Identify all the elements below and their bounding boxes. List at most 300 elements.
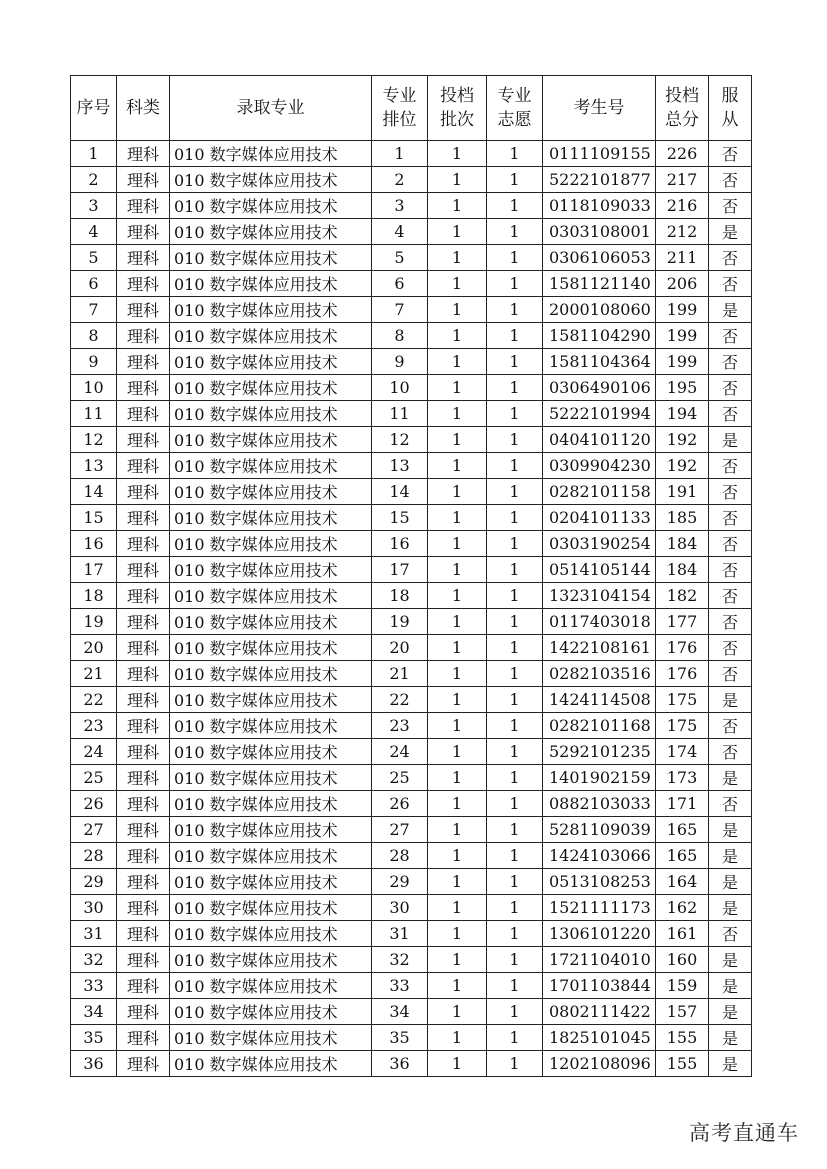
cell-major: 010 数字媒体应用技术	[170, 791, 372, 817]
cell-major: 010 数字媒体应用技术	[170, 1051, 372, 1077]
cell-category: 理科	[117, 895, 170, 921]
cell-major: 010 数字媒体应用技术	[170, 661, 372, 687]
cell-obey: 是	[709, 895, 752, 921]
cell-obey: 否	[709, 921, 752, 947]
cell-obey: 否	[709, 167, 752, 193]
cell-choice: 1	[487, 999, 543, 1025]
cell-score: 173	[656, 765, 709, 791]
cell-major: 010 数字媒体应用技术	[170, 999, 372, 1025]
cell-choice: 1	[487, 479, 543, 505]
cell-batch: 1	[428, 947, 487, 973]
cell-rank: 2	[372, 167, 428, 193]
col-header-seq: 序号	[71, 76, 117, 141]
cell-candidate-id: 0513108253	[543, 869, 656, 895]
cell-batch: 1	[428, 1051, 487, 1077]
cell-rank: 36	[372, 1051, 428, 1077]
cell-seq: 29	[71, 869, 117, 895]
cell-batch: 1	[428, 375, 487, 401]
cell-batch: 1	[428, 817, 487, 843]
cell-rank: 30	[372, 895, 428, 921]
cell-obey: 否	[709, 609, 752, 635]
cell-obey: 是	[709, 843, 752, 869]
table-row	[71, 869, 752, 895]
cell-score: 194	[656, 401, 709, 427]
cell-batch: 1	[428, 895, 487, 921]
cell-category: 理科	[117, 765, 170, 791]
cell-major: 010 数字媒体应用技术	[170, 609, 372, 635]
cell-category: 理科	[117, 505, 170, 531]
col-header-major: 录取专业	[170, 76, 372, 141]
cell-batch: 1	[428, 141, 487, 167]
table-row	[71, 999, 752, 1025]
cell-category: 理科	[117, 921, 170, 947]
cell-choice: 1	[487, 349, 543, 375]
cell-batch: 1	[428, 323, 487, 349]
cell-seq: 8	[71, 323, 117, 349]
cell-choice: 1	[487, 635, 543, 661]
cell-obey: 是	[709, 1051, 752, 1077]
cell-candidate-id: 0514105144	[543, 557, 656, 583]
cell-choice: 1	[487, 453, 543, 479]
table-row	[71, 765, 752, 791]
cell-candidate-id: 0118109033	[543, 193, 656, 219]
cell-candidate-id: 0306490106	[543, 375, 656, 401]
cell-rank: 9	[372, 349, 428, 375]
cell-batch: 1	[428, 973, 487, 999]
cell-major: 010 数字媒体应用技术	[170, 427, 372, 453]
cell-seq: 18	[71, 583, 117, 609]
cell-seq: 13	[71, 453, 117, 479]
table-body	[71, 141, 752, 1077]
table-row	[71, 635, 752, 661]
cell-score: 155	[656, 1025, 709, 1051]
cell-seq: 1	[71, 141, 117, 167]
cell-category: 理科	[117, 479, 170, 505]
cell-major: 010 数字媒体应用技术	[170, 167, 372, 193]
cell-rank: 25	[372, 765, 428, 791]
cell-candidate-id: 0111109155	[543, 141, 656, 167]
cell-obey: 是	[709, 1025, 752, 1051]
cell-category: 理科	[117, 297, 170, 323]
cell-major: 010 数字媒体应用技术	[170, 297, 372, 323]
cell-rank: 23	[372, 713, 428, 739]
cell-obey: 否	[709, 193, 752, 219]
table-row	[71, 531, 752, 557]
table-row	[71, 141, 752, 167]
cell-choice: 1	[487, 583, 543, 609]
cell-score: 206	[656, 271, 709, 297]
table-row	[71, 479, 752, 505]
cell-seq: 35	[71, 1025, 117, 1051]
cell-major: 010 数字媒体应用技术	[170, 765, 372, 791]
cell-seq: 23	[71, 713, 117, 739]
table-row	[71, 661, 752, 687]
cell-seq: 2	[71, 167, 117, 193]
table-row	[71, 973, 752, 999]
cell-major: 010 数字媒体应用技术	[170, 141, 372, 167]
cell-score: 176	[656, 635, 709, 661]
cell-score: 155	[656, 1051, 709, 1077]
cell-rank: 21	[372, 661, 428, 687]
cell-batch: 1	[428, 765, 487, 791]
cell-obey: 否	[709, 713, 752, 739]
cell-choice: 1	[487, 687, 543, 713]
table-row	[71, 245, 752, 271]
cell-major: 010 数字媒体应用技术	[170, 375, 372, 401]
cell-major: 010 数字媒体应用技术	[170, 401, 372, 427]
cell-candidate-id: 0404101120	[543, 427, 656, 453]
cell-major: 010 数字媒体应用技术	[170, 895, 372, 921]
cell-choice: 1	[487, 401, 543, 427]
cell-candidate-id: 0282103516	[543, 661, 656, 687]
cell-candidate-id: 0282101168	[543, 713, 656, 739]
cell-batch: 1	[428, 713, 487, 739]
cell-batch: 1	[428, 297, 487, 323]
cell-score: 160	[656, 947, 709, 973]
cell-major: 010 数字媒体应用技术	[170, 869, 372, 895]
cell-rank: 29	[372, 869, 428, 895]
table-row	[71, 323, 752, 349]
cell-rank: 15	[372, 505, 428, 531]
cell-rank: 13	[372, 453, 428, 479]
table-row	[71, 193, 752, 219]
table-row	[71, 349, 752, 375]
cell-obey: 否	[709, 791, 752, 817]
cell-choice: 1	[487, 531, 543, 557]
cell-choice: 1	[487, 609, 543, 635]
cell-category: 理科	[117, 609, 170, 635]
cell-major: 010 数字媒体应用技术	[170, 453, 372, 479]
cell-batch: 1	[428, 635, 487, 661]
cell-major: 010 数字媒体应用技术	[170, 817, 372, 843]
cell-batch: 1	[428, 349, 487, 375]
cell-score: 182	[656, 583, 709, 609]
cell-score: 192	[656, 453, 709, 479]
cell-obey: 否	[709, 479, 752, 505]
cell-candidate-id: 0303190254	[543, 531, 656, 557]
cell-score: 212	[656, 219, 709, 245]
cell-score: 165	[656, 817, 709, 843]
cell-seq: 24	[71, 739, 117, 765]
cell-obey: 否	[709, 453, 752, 479]
cell-rank: 7	[372, 297, 428, 323]
cell-category: 理科	[117, 531, 170, 557]
cell-category: 理科	[117, 791, 170, 817]
cell-candidate-id: 1424114508	[543, 687, 656, 713]
cell-candidate-id: 0306106053	[543, 245, 656, 271]
cell-seq: 12	[71, 427, 117, 453]
cell-rank: 11	[372, 401, 428, 427]
cell-batch: 1	[428, 219, 487, 245]
cell-seq: 14	[71, 479, 117, 505]
cell-seq: 30	[71, 895, 117, 921]
cell-rank: 35	[372, 1025, 428, 1051]
cell-score: 199	[656, 323, 709, 349]
cell-rank: 4	[372, 219, 428, 245]
cell-candidate-id: 2000108060	[543, 297, 656, 323]
cell-seq: 7	[71, 297, 117, 323]
cell-obey: 否	[709, 401, 752, 427]
cell-choice: 1	[487, 1051, 543, 1077]
cell-seq: 21	[71, 661, 117, 687]
cell-obey: 是	[709, 999, 752, 1025]
cell-seq: 34	[71, 999, 117, 1025]
cell-candidate-id: 1424103066	[543, 843, 656, 869]
cell-choice: 1	[487, 921, 543, 947]
cell-candidate-id: 0882103033	[543, 791, 656, 817]
cell-batch: 1	[428, 401, 487, 427]
cell-rank: 6	[372, 271, 428, 297]
cell-seq: 33	[71, 973, 117, 999]
cell-rank: 33	[372, 973, 428, 999]
cell-category: 理科	[117, 817, 170, 843]
table-row	[71, 609, 752, 635]
cell-score: 175	[656, 713, 709, 739]
cell-choice: 1	[487, 167, 543, 193]
cell-candidate-id: 1581104290	[543, 323, 656, 349]
cell-major: 010 数字媒体应用技术	[170, 973, 372, 999]
cell-category: 理科	[117, 739, 170, 765]
cell-major: 010 数字媒体应用技术	[170, 843, 372, 869]
cell-category: 理科	[117, 947, 170, 973]
cell-batch: 1	[428, 245, 487, 271]
cell-score: 164	[656, 869, 709, 895]
table-row	[71, 1025, 752, 1051]
cell-category: 理科	[117, 271, 170, 297]
table-row	[71, 167, 752, 193]
cell-category: 理科	[117, 973, 170, 999]
cell-seq: 5	[71, 245, 117, 271]
cell-rank: 31	[372, 921, 428, 947]
cell-choice: 1	[487, 557, 543, 583]
cell-candidate-id: 5222101877	[543, 167, 656, 193]
cell-candidate-id: 0204101133	[543, 505, 656, 531]
cell-major: 010 数字媒体应用技术	[170, 271, 372, 297]
cell-choice: 1	[487, 141, 543, 167]
cell-batch: 1	[428, 791, 487, 817]
cell-score: 184	[656, 557, 709, 583]
cell-batch: 1	[428, 167, 487, 193]
cell-score: 161	[656, 921, 709, 947]
cell-batch: 1	[428, 193, 487, 219]
cell-category: 理科	[117, 219, 170, 245]
cell-obey: 是	[709, 973, 752, 999]
cell-seq: 31	[71, 921, 117, 947]
cell-batch: 1	[428, 453, 487, 479]
cell-seq: 3	[71, 193, 117, 219]
cell-candidate-id: 1581104364	[543, 349, 656, 375]
cell-score: 211	[656, 245, 709, 271]
table-row	[71, 297, 752, 323]
cell-major: 010 数字媒体应用技术	[170, 635, 372, 661]
cell-category: 理科	[117, 167, 170, 193]
table-row	[71, 895, 752, 921]
table-row	[71, 505, 752, 531]
cell-batch: 1	[428, 609, 487, 635]
table-row	[71, 817, 752, 843]
cell-major: 010 数字媒体应用技术	[170, 245, 372, 271]
cell-category: 理科	[117, 349, 170, 375]
cell-choice: 1	[487, 791, 543, 817]
cell-major: 010 数字媒体应用技术	[170, 505, 372, 531]
cell-major: 010 数字媒体应用技术	[170, 713, 372, 739]
cell-category: 理科	[117, 141, 170, 167]
cell-major: 010 数字媒体应用技术	[170, 947, 372, 973]
cell-seq: 26	[71, 791, 117, 817]
cell-category: 理科	[117, 843, 170, 869]
table-row	[71, 921, 752, 947]
cell-category: 理科	[117, 193, 170, 219]
cell-choice: 1	[487, 817, 543, 843]
cell-batch: 1	[428, 427, 487, 453]
cell-candidate-id: 5222101994	[543, 401, 656, 427]
cell-choice: 1	[487, 661, 543, 687]
header-row	[71, 76, 752, 141]
cell-choice: 1	[487, 947, 543, 973]
cell-rank: 1	[372, 141, 428, 167]
cell-rank: 17	[372, 557, 428, 583]
cell-rank: 10	[372, 375, 428, 401]
cell-candidate-id: 1306101220	[543, 921, 656, 947]
cell-rank: 14	[372, 479, 428, 505]
cell-category: 理科	[117, 557, 170, 583]
cell-rank: 20	[372, 635, 428, 661]
cell-major: 010 数字媒体应用技术	[170, 557, 372, 583]
cell-major: 010 数字媒体应用技术	[170, 479, 372, 505]
cell-seq: 19	[71, 609, 117, 635]
cell-score: 176	[656, 661, 709, 687]
cell-obey: 是	[709, 765, 752, 791]
table-row	[71, 739, 752, 765]
cell-obey: 是	[709, 219, 752, 245]
cell-choice: 1	[487, 843, 543, 869]
cell-category: 理科	[117, 323, 170, 349]
cell-score: 174	[656, 739, 709, 765]
cell-score: 185	[656, 505, 709, 531]
cell-batch: 1	[428, 531, 487, 557]
cell-batch: 1	[428, 869, 487, 895]
table-row	[71, 947, 752, 973]
cell-choice: 1	[487, 323, 543, 349]
cell-choice: 1	[487, 713, 543, 739]
cell-candidate-id: 1581121140	[543, 271, 656, 297]
cell-rank: 27	[372, 817, 428, 843]
cell-seq: 17	[71, 557, 117, 583]
cell-seq: 36	[71, 1051, 117, 1077]
cell-candidate-id: 1401902159	[543, 765, 656, 791]
cell-choice: 1	[487, 1025, 543, 1051]
cell-category: 理科	[117, 453, 170, 479]
cell-major: 010 数字媒体应用技术	[170, 219, 372, 245]
cell-major: 010 数字媒体应用技术	[170, 531, 372, 557]
cell-choice: 1	[487, 245, 543, 271]
cell-category: 理科	[117, 375, 170, 401]
cell-batch: 1	[428, 479, 487, 505]
cell-rank: 32	[372, 947, 428, 973]
cell-score: 216	[656, 193, 709, 219]
cell-score: 177	[656, 609, 709, 635]
cell-rank: 12	[372, 427, 428, 453]
col-header-rank: 专业 排位	[372, 76, 428, 141]
cell-category: 理科	[117, 635, 170, 661]
cell-obey: 否	[709, 245, 752, 271]
admission-table	[70, 75, 752, 1077]
cell-major: 010 数字媒体应用技术	[170, 1025, 372, 1051]
cell-seq: 11	[71, 401, 117, 427]
cell-rank: 3	[372, 193, 428, 219]
cell-score: 159	[656, 973, 709, 999]
cell-rank: 18	[372, 583, 428, 609]
cell-obey: 否	[709, 635, 752, 661]
cell-choice: 1	[487, 505, 543, 531]
col-header-candidate-id: 考生号	[543, 76, 656, 141]
table-row	[71, 1051, 752, 1077]
cell-category: 理科	[117, 661, 170, 687]
cell-rank: 24	[372, 739, 428, 765]
cell-rank: 19	[372, 609, 428, 635]
cell-batch: 1	[428, 505, 487, 531]
cell-seq: 20	[71, 635, 117, 661]
cell-category: 理科	[117, 427, 170, 453]
table-row	[71, 583, 752, 609]
cell-score: 157	[656, 999, 709, 1025]
cell-category: 理科	[117, 583, 170, 609]
table-row	[71, 375, 752, 401]
cell-candidate-id: 1323104154	[543, 583, 656, 609]
cell-seq: 16	[71, 531, 117, 557]
cell-candidate-id: 1721104010	[543, 947, 656, 973]
cell-rank: 26	[372, 791, 428, 817]
cell-seq: 28	[71, 843, 117, 869]
cell-batch: 1	[428, 661, 487, 687]
cell-score: 175	[656, 687, 709, 713]
col-header-choice: 专业 志愿	[487, 76, 543, 141]
cell-rank: 8	[372, 323, 428, 349]
cell-candidate-id: 5281109039	[543, 817, 656, 843]
cell-score: 184	[656, 531, 709, 557]
cell-category: 理科	[117, 999, 170, 1025]
col-header-score: 投档 总分	[656, 76, 709, 141]
cell-choice: 1	[487, 869, 543, 895]
cell-candidate-id: 0117403018	[543, 609, 656, 635]
cell-score: 191	[656, 479, 709, 505]
col-header-obey: 服 从	[709, 76, 752, 141]
cell-seq: 27	[71, 817, 117, 843]
cell-choice: 1	[487, 271, 543, 297]
cell-candidate-id: 0282101158	[543, 479, 656, 505]
table-row	[71, 271, 752, 297]
cell-choice: 1	[487, 375, 543, 401]
table-row	[71, 687, 752, 713]
cell-candidate-id: 0802111422	[543, 999, 656, 1025]
cell-batch: 1	[428, 843, 487, 869]
cell-obey: 是	[709, 869, 752, 895]
cell-major: 010 数字媒体应用技术	[170, 739, 372, 765]
cell-category: 理科	[117, 245, 170, 271]
cell-batch: 1	[428, 1025, 487, 1051]
cell-seq: 4	[71, 219, 117, 245]
cell-score: 162	[656, 895, 709, 921]
cell-major: 010 数字媒体应用技术	[170, 687, 372, 713]
cell-seq: 6	[71, 271, 117, 297]
cell-obey: 否	[709, 531, 752, 557]
cell-rank: 22	[372, 687, 428, 713]
cell-obey: 否	[709, 739, 752, 765]
cell-batch: 1	[428, 687, 487, 713]
cell-score: 199	[656, 349, 709, 375]
cell-choice: 1	[487, 895, 543, 921]
cell-obey: 是	[709, 297, 752, 323]
